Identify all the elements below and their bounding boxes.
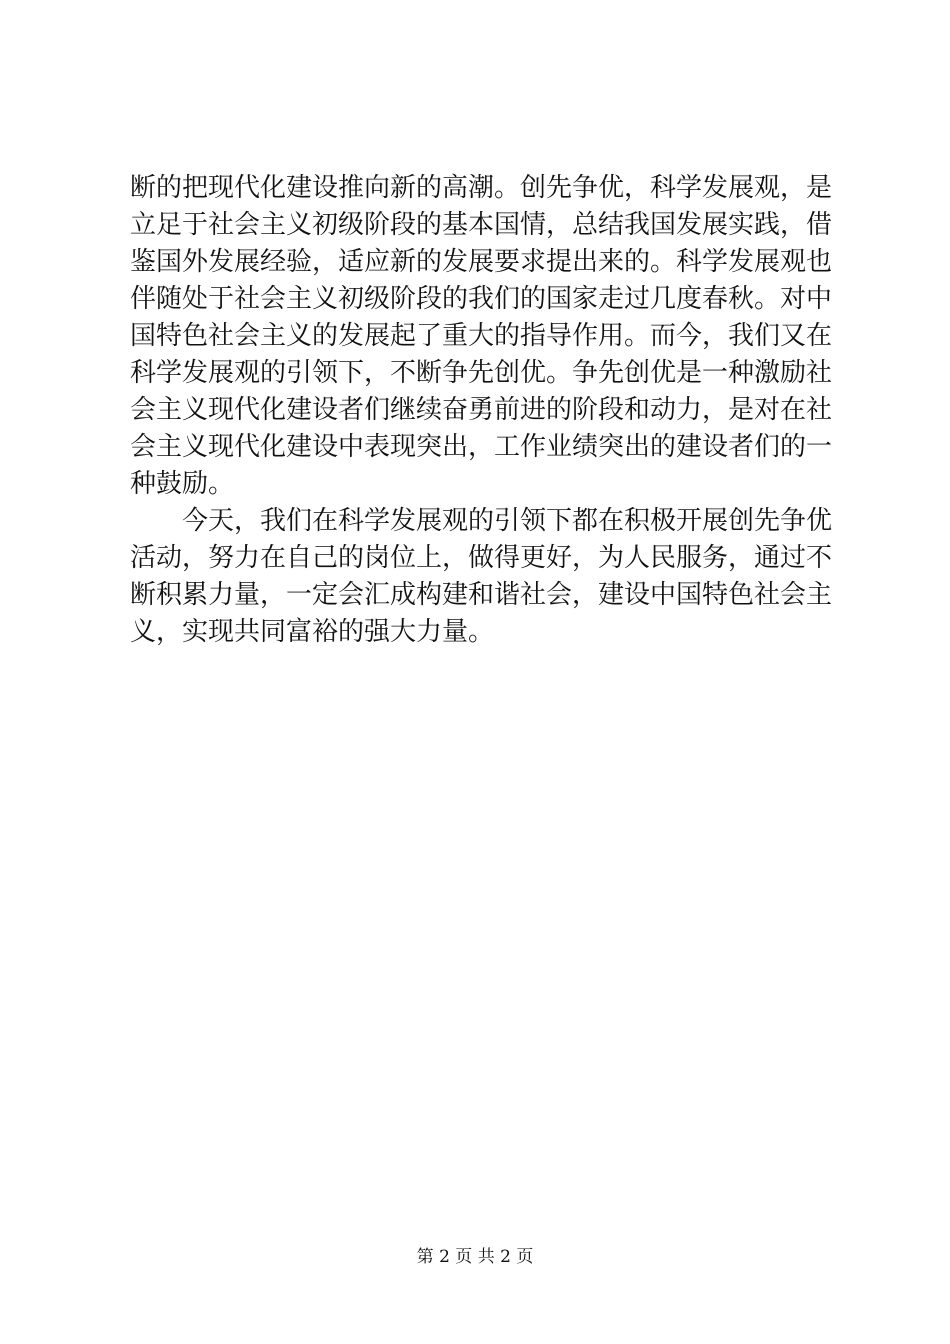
text-line: 立足于社会主义初级阶段的基本国情，总结我国发展实践，借	[130, 210, 833, 240]
paragraph-1	[130, 170, 833, 503]
text-line: 鉴国外发展经验，适应新的发展要求提出来的。科学发展观也	[130, 247, 833, 277]
text-line: 国特色社会主义的发展起了重大的指导作用。而今，我们又在	[130, 321, 833, 351]
text-line: 会主义现代化建设者们继续奋勇前进的阶段和动力，是对在社	[130, 395, 833, 425]
text-line: 义，实现共同富裕的强大力量。	[130, 617, 495, 647]
text-line: 种鼓励。	[130, 469, 235, 499]
text-line: 伴随处于社会主义初级阶段的我们的国家走过几度春秋。对中	[130, 284, 833, 314]
text-line: 今天，我们在科学发展观的引领下都在积极开展创先争优	[130, 506, 833, 536]
paragraph-2	[130, 503, 833, 651]
document-body	[130, 170, 833, 651]
page-footer: 第 2 页 共 2 页	[416, 1247, 534, 1267]
text-line: 科学发展观的引领下，不断争先创优。争先创优是一种激励社	[130, 358, 833, 388]
text-line: 断的把现代化建设推向新的高潮。创先争优，科学发展观，是	[130, 173, 833, 203]
text-line: 断积累力量，一定会汇成构建和谐社会，建设中国特色社会主	[130, 580, 833, 610]
text-line: 会主义现代化建设中表现突出，工作业绩突出的建设者们的一	[130, 432, 833, 462]
text-line: 活动，努力在自己的岗位上，做得更好，为人民服务，通过不	[130, 543, 833, 573]
